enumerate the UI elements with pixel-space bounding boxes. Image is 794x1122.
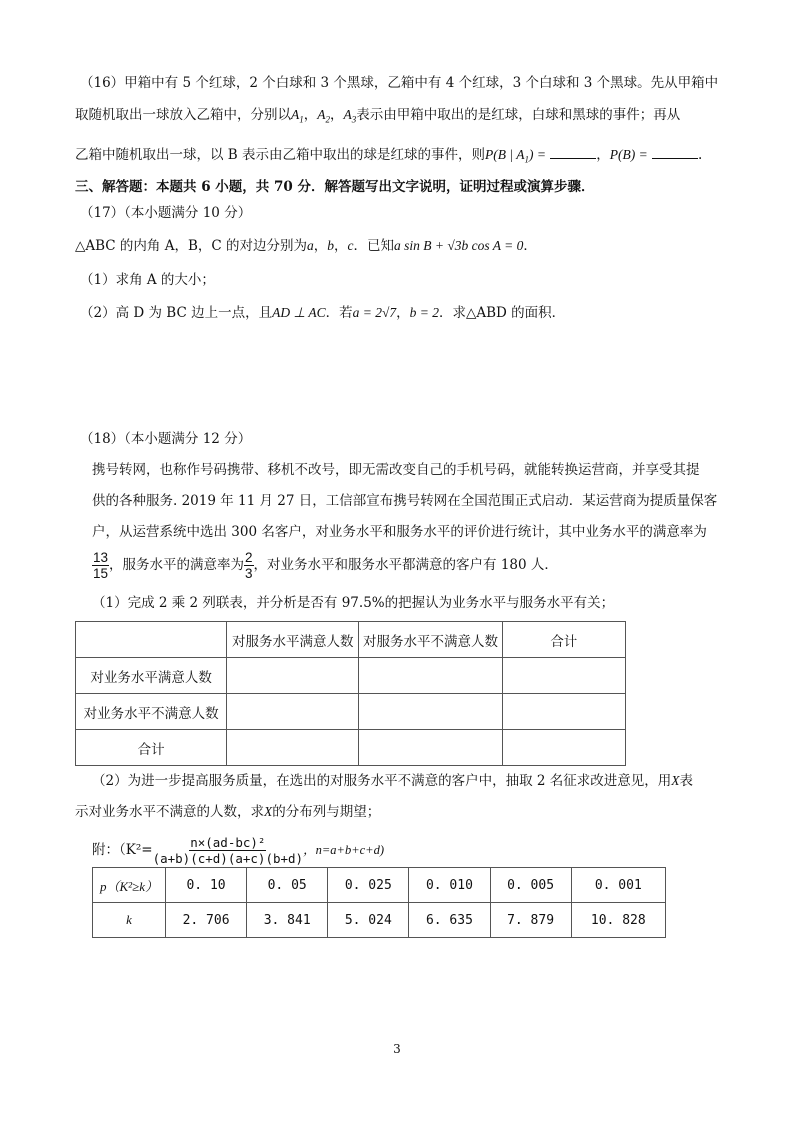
table-cell: 0. 025 xyxy=(328,868,409,903)
row-label: p（K²≥k） xyxy=(93,868,166,903)
table-header: 对服务水平不满意人数 xyxy=(359,622,502,658)
fraction-13-15: $\frac{13}{15}$ xyxy=(93,550,109,581)
row-label: k xyxy=(93,903,166,938)
q18-header: （18）（本小题满分 12 分） xyxy=(80,431,252,447)
fraction-2-3: $\frac{2}{3}$ xyxy=(245,550,253,581)
row-label: 对业务水平满意人数 xyxy=(76,658,227,694)
q17-header: （17）（本小题满分 10 分） xyxy=(80,205,252,221)
table-cell: 0. 10 xyxy=(166,868,247,903)
q16-line-3: 乙箱中随机取出一球，以 B 表示由乙箱中取出的球是红球的事件，则P(B | $A_1$) = ，P(B) = . xyxy=(75,144,702,170)
table-cell[interactable] xyxy=(227,730,359,766)
table-row xyxy=(76,658,626,694)
prob-b: P(B) = xyxy=(609,147,648,162)
event-a3: $A_3$ xyxy=(343,107,357,125)
q18-line-3: 户，从运营系统中选出 300 名客户，对业务水平和服务水平的评价进行统计，其中业务水平的满意率为 xyxy=(92,524,707,540)
table-cell: 0. 005 xyxy=(490,868,571,903)
table-cell[interactable] xyxy=(227,658,359,694)
q18-line-4: $\frac{13}{15}$ ，服务水平的满意率为 $\frac{2}{3}$ ，对业务水平和服务水平都满意的客户有 180 人． xyxy=(93,550,558,581)
table-cell[interactable] xyxy=(359,658,502,694)
appendix-formula: 附：（K²= $\frac{\text{n×(ad-bc)²}}{(a+b)(c+d)(a+c)(b+d)}$ ，n=a+b+c+d) xyxy=(92,835,385,866)
event-a1: $A_1$ xyxy=(291,107,304,125)
row-label: 合计 xyxy=(76,730,227,766)
prob-b-given-a1: P(B | $A_1$) = xyxy=(485,147,546,165)
table-cell: 0. 010 xyxy=(409,868,490,903)
table-cell: 10. 828 xyxy=(571,903,665,938)
table-cell: 2. 706 xyxy=(166,903,247,938)
row-label: 对业务水平不满意人数 xyxy=(76,694,227,730)
q18-line-2: 供的各种服务. 2019 年 11 月 27 日，工信部宣布携号转网在全国范围正式启动．某运营商为提质量保客 xyxy=(92,493,718,509)
table-header: 合计 xyxy=(502,622,625,658)
q17-condition: AD ⊥ AC xyxy=(272,305,326,320)
table-cell: 3. 841 xyxy=(247,903,328,938)
k2-formula: $\frac{\text{n×(ad-bc)²}}{(a+b)(c+d)(a+c)(b+d)}$ xyxy=(152,835,304,866)
table-cell[interactable] xyxy=(502,730,625,766)
q17-line-1: △ABC 的内角 A，B，C 的对边分别为a，b，c．已知a sin B + √3b cos A = 0． xyxy=(75,238,537,254)
q18-part-2: （2）为进一步提高服务质量，在选出的对服务水平不满意的客户中，抽取 2 名征求改进意见，用X表 xyxy=(92,773,694,789)
table-cell: 6. 635 xyxy=(409,903,490,938)
table-cell[interactable] xyxy=(359,730,502,766)
section-3-heading: 三、解答题：本题共 6 小题，共 70 分．解答题写出文字说明，证明过程或演算步骤． xyxy=(75,179,595,195)
q16-text: 取随机取出一球放入乙箱中，分别以 xyxy=(75,107,291,123)
critical-value-table xyxy=(92,867,666,938)
table-row xyxy=(93,903,666,938)
q16-line-2: 取随机取出一球放入乙箱中，分别以$A_1$，$A_2$，$A_3$表示由甲箱中取出的是红球，白球和黑球的事件；再从 xyxy=(75,107,681,125)
answer-blank-1[interactable] xyxy=(550,144,596,159)
table-cell xyxy=(76,622,227,658)
table-row xyxy=(93,868,666,903)
table-cell: 0. 05 xyxy=(247,868,328,903)
table-cell[interactable] xyxy=(227,694,359,730)
table-row xyxy=(76,694,626,730)
table-header: 对服务水平满意人数 xyxy=(227,622,359,658)
table-cell: 0. 001 xyxy=(571,868,665,903)
q16-line-1: （16）甲箱中有 5 个红球，2 个白球和 3 个黑球，乙箱中有 4 个红球，3 个白球和 3 个黑球。先从甲箱中 xyxy=(80,75,719,91)
q18-line-1: 携号转网，也称作号码携带、移机不改号，即无需改变自己的手机号码，就能转换运营商，并享受其提 xyxy=(92,462,700,478)
q17-part-1: （1）求角 A 的大小； xyxy=(80,272,215,288)
table-row xyxy=(76,730,626,766)
table-cell[interactable] xyxy=(502,658,625,694)
q18-part-2-cont: 示对业务水平不满意的人数，求X的分布列与期望； xyxy=(75,804,381,820)
contingency-table xyxy=(75,621,626,766)
answer-blank-2[interactable] xyxy=(652,144,698,159)
table-cell: 5. 024 xyxy=(328,903,409,938)
page-number: 3 xyxy=(393,1042,401,1056)
table-row xyxy=(76,622,626,658)
table-cell[interactable] xyxy=(359,694,502,730)
table-cell: 7. 879 xyxy=(490,903,571,938)
event-a2: $A_2$ xyxy=(317,107,330,125)
q18-part-1: （1）完成 2 乘 2 列联表，并分析是否有 97.5%的把握认为业务水平与服务水平有关； xyxy=(92,595,615,611)
q17-part-2: （2）高 D 为 BC 边上一点，且AD ⊥ AC．若a = 2√7，b = 2．求△ABD 的面积． xyxy=(80,305,566,321)
q17-equation: a sin B + √3b cos A = 0 xyxy=(394,238,524,253)
table-cell[interactable] xyxy=(502,694,625,730)
appendix-label: 附：（K²= xyxy=(92,842,153,858)
